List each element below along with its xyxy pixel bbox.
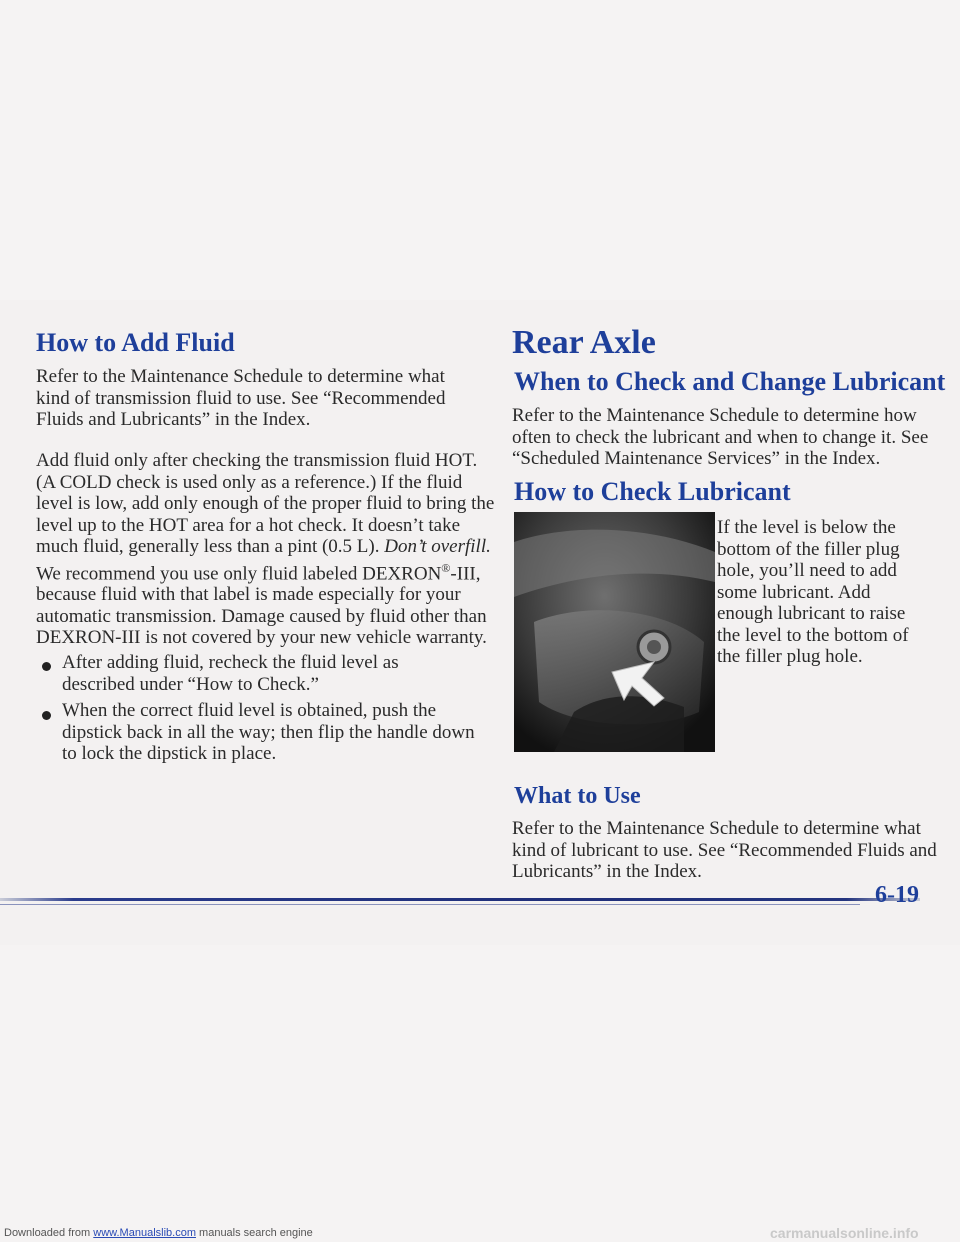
how-to-check-lubricant-heading: How to Check Lubricant xyxy=(514,477,791,506)
add-fluid-paragraph-2 xyxy=(36,450,496,649)
bullet-item-recheck: After adding fluid, recheck the fluid level as described under “How to Check.” xyxy=(62,652,399,695)
what-to-use-heading: What to Use xyxy=(514,783,641,809)
download-source-line xyxy=(4,1227,313,1239)
rear-axle-filler-plug-photo xyxy=(514,512,715,752)
paragraph2-text-a: Add fluid only after checking the transmission fluid HOT. (A COLD check is used only as a reference.) If the fluid level is low, add only enough of the proper fluid to bring the level up to the HOT area for a hot check. It doesn’t take much fluid, generally less than a pint (0.5 L). xyxy=(36,450,495,557)
bullet-item-push-dipstick: When the correct fluid level is obtained, push the dipstick back in all the way; then flip the handle down to lock the dipstick in place. xyxy=(62,700,475,764)
how-to-add-fluid-heading: How to Add Fluid xyxy=(36,328,235,357)
rear-axle-title: Rear Axle xyxy=(512,324,656,361)
download-prefix: Downloaded from xyxy=(4,1227,94,1239)
when-to-check-paragraph: Refer to the Maintenance Schedule to determine how often to check the lubricant and when to change it. See “Scheduled Maintenance Services” in the Index. xyxy=(512,405,929,469)
dont-overfill-text: Don’t overfill. xyxy=(384,536,491,557)
paragraph2-text-b: We recommend you use only fluid labeled DEXRON xyxy=(36,562,442,584)
paragraph2-text-c: -III, because fluid with that label is made especially for your automatic transmission. Damage caused by fluid other than DEXRON-III is not covered by your new vehicle warranty. xyxy=(36,562,487,649)
watermark-text: carmanualsonline.info xyxy=(770,1225,919,1241)
bullet-icon xyxy=(42,662,51,671)
what-to-use-paragraph: Refer to the Maintenance Schedule to determine what kind of lubricant to use. See “Recommended Fluids and Lubricants” in the Index. xyxy=(512,818,937,882)
manualslib-link[interactable]: www.Manualslib.com xyxy=(93,1227,196,1239)
bullet-icon xyxy=(42,711,51,720)
page-number: 6-19 xyxy=(875,882,919,908)
download-suffix: manuals search engine xyxy=(195,1227,313,1239)
footer-rule xyxy=(0,898,920,901)
when-to-check-heading: When to Check and Change Lubricant xyxy=(514,367,946,396)
registered-mark: ® xyxy=(441,560,451,575)
footer-rule-thin xyxy=(0,904,860,905)
add-fluid-paragraph-1: Refer to the Maintenance Schedule to determine what kind of transmission fluid to use. See “Recommended Fluids and Lubricants” in the Index. xyxy=(36,366,446,430)
how-to-check-paragraph: If the level is below the bottom of the filler plug hole, you’ll need to add some lubricant. Add enough lubricant to raise the level to the bottom of the filler plug hole. xyxy=(717,517,909,667)
